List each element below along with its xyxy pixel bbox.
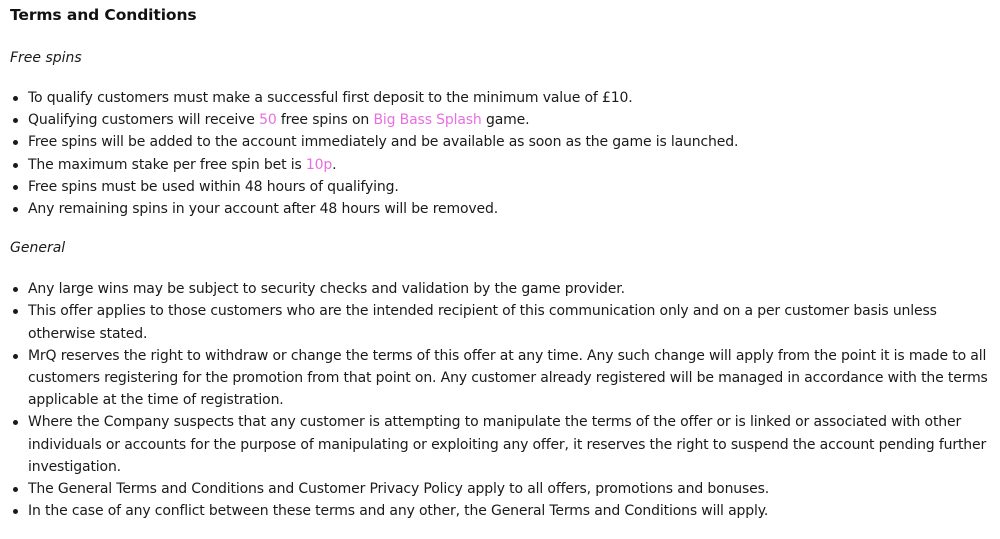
list-item-text: game.: [481, 112, 530, 129]
list-item: [10, 300, 990, 344]
list-item: [10, 500, 990, 522]
spin-count-highlight: 50: [259, 112, 277, 129]
list-item: [10, 198, 990, 220]
list-item: [10, 109, 990, 131]
bullet-icon: [13, 96, 18, 101]
stake-highlight: 10p: [305, 156, 333, 173]
bullet-icon: [13, 309, 18, 314]
list-item-text: This offer applies to those customers who are the intended recipient of this communication only and on a per customer basis unless otherwise stated.: [28, 303, 937, 342]
list-item: [10, 278, 990, 300]
general-heading: General: [10, 240, 66, 257]
list-item: [10, 176, 990, 198]
bullet-icon: [13, 118, 18, 123]
page-title: Terms and Conditions: [10, 6, 197, 24]
list-item-text: The General Terms and Conditions and Customer Privacy Policy apply to all offers, promotions and bonuses.: [28, 481, 770, 498]
free-spins-list: [10, 87, 990, 220]
list-item-text: free spins on: [276, 112, 374, 129]
game-name-highlight: Big Bass Splash: [373, 112, 482, 129]
list-item-text: To qualify customers must make a successful first deposit to the minimum value of £10.: [28, 90, 633, 106]
list-item-text: .: [332, 156, 337, 173]
list-item-text: Qualifying customers will receive: [28, 112, 260, 129]
list-item-text: Any large wins may be subject to security checks and validation by the game provider.: [28, 281, 625, 298]
bullet-icon: [13, 354, 18, 359]
list-item-text: Where the Company suspects that any customer is attempting to manipulate the terms of the offer or is linked or associated with other individuals or accounts for the purpose of manipulating or exploiting any offer, it reserves the right to suspend the account pending further investigation.: [28, 414, 987, 475]
bullet-icon: [13, 487, 18, 492]
bullet-icon: [13, 163, 18, 168]
bullet-icon: [13, 207, 18, 212]
list-item: [10, 131, 990, 153]
bullet-icon: [13, 420, 18, 425]
list-item-text: The maximum stake per free spin bet is: [28, 156, 306, 173]
list-item: [10, 345, 990, 412]
list-item: [10, 478, 990, 500]
list-item-text: Any remaining spins in your account after 48 hours will be removed.: [28, 201, 498, 218]
list-item: [10, 87, 990, 109]
list-item-text: Free spins must be used within 48 hours of qualifying.: [28, 178, 399, 195]
bullet-icon: [13, 287, 18, 292]
bullet-icon: [13, 140, 18, 145]
free-spins-heading: Free spins: [10, 50, 82, 66]
list-item-text: Free spins will be added to the account immediately and be available as soon as the game is launched.: [28, 134, 739, 151]
list-item: [10, 411, 990, 478]
list-item: [10, 154, 990, 176]
list-item-text: In the case of any conflict between these terms and any other, the General Terms and Conditions will apply.: [28, 503, 769, 520]
bullet-icon: [13, 509, 18, 514]
list-item-text: MrQ reserves the right to withdraw or change the terms of this offer at any time. Any such change will apply from the point it is made to all customers registering for the promotion from that point on. Any customer already registered will be managed in accordance with the terms applicable at the time of registration.: [28, 347, 988, 409]
bullet-icon: [13, 185, 18, 190]
general-list: [10, 278, 990, 522]
